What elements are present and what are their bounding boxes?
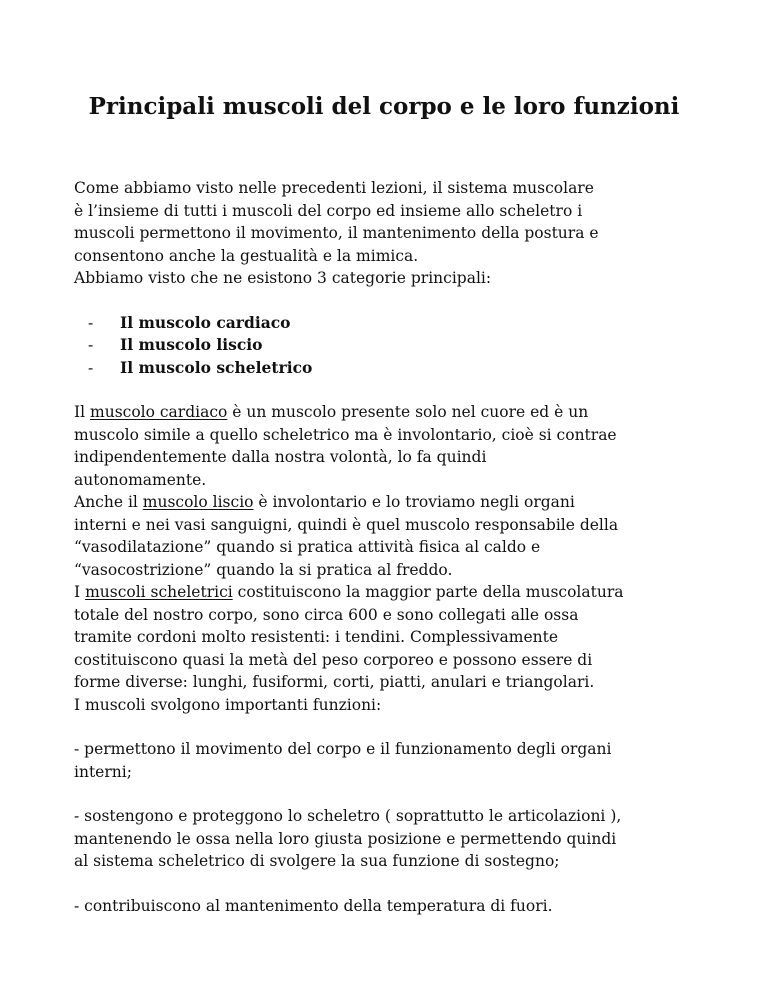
text-line — [74, 491, 704, 514]
text-line: Come abbiamo visto nelle precedenti lezioni, il sistema muscolare — [74, 179, 594, 197]
spacer — [74, 379, 704, 401]
spacer — [74, 783, 704, 805]
text-line: I muscoli svolgono importanti funzioni: — [74, 695, 382, 714]
skeletal-paragraph — [74, 581, 704, 716]
cardiac-paragraph — [74, 401, 704, 491]
text-line: mantenendo le ossa nella loro giusta posizione e permettendo quindi — [74, 829, 617, 848]
text-fragment: I — [74, 583, 86, 601]
spacer — [74, 873, 704, 895]
text-line: - sostengono e proteggono lo scheletro ( soprattutto le articolazioni ), — [74, 807, 622, 825]
text-fragment: Il — [74, 403, 91, 421]
text-line: muscoli permettono il movimento, il mantenimento della postura e — [74, 224, 599, 242]
text-fragment: Anche il — [74, 493, 143, 511]
bullet-dash: - — [88, 358, 94, 377]
muscle-categories-list — [74, 312, 704, 380]
term-smooth-muscle: muscolo liscio — [142, 493, 254, 511]
text-line — [74, 581, 704, 604]
text-line: tramite cordoni molto resistenti: i tendini. Complessivamente — [74, 628, 559, 646]
text-line: autonomamente. — [74, 470, 207, 489]
text-line: consentono anche la gestualità e la mimica. — [74, 246, 419, 265]
smooth-paragraph — [74, 491, 704, 581]
text-line: Abbiamo visto che ne esistono 3 categorie principali: — [74, 269, 492, 287]
document-body — [74, 177, 704, 917]
function-item — [74, 738, 704, 783]
text-line: “vasodilatazione” quando si pratica attività fisica al caldo e — [74, 538, 541, 556]
list-item-label: Il muscolo cardiaco — [120, 312, 291, 332]
spacer — [74, 716, 704, 738]
text-line: indipendentemente dalla nostra volontà, lo fa quindi — [74, 448, 487, 466]
text-line: interni e nei vasi sanguigni, quindi è quel muscolo responsabile della — [74, 515, 619, 534]
bullet-dash: - — [88, 313, 94, 332]
bullet-dash: - — [88, 336, 94, 354]
text-line — [74, 401, 704, 424]
text-line: muscolo simile a quello scheletrico ma è involontario, cioè si contrae — [74, 425, 617, 444]
text-line: forme diverse: lunghi, fusiformi, corti, piatti, anulari e triangolari. — [74, 673, 595, 691]
function-item — [74, 895, 704, 918]
spacer — [74, 290, 704, 312]
list-item — [88, 334, 704, 357]
text-line: interni; — [74, 762, 132, 781]
list-item-label: Il muscolo liscio — [120, 335, 263, 354]
list-item — [88, 312, 704, 335]
text-line: totale del nostro corpo, sono circa 600 e sono collegati alle ossa — [74, 605, 579, 624]
text-line: è l’insieme di tutti i muscoli del corpo ed insieme allo scheletro i — [74, 201, 583, 220]
text-line: “vasocostrizione” quando la si pratica al freddo. — [74, 560, 453, 579]
text-fragment: è un muscolo presente solo nel cuore ed è un — [227, 403, 589, 421]
list-item-label: Il muscolo scheletrico — [120, 357, 313, 377]
text-fragment: è involontario e lo troviamo negli organi — [253, 493, 575, 511]
list-item — [88, 357, 704, 380]
intro-paragraph — [74, 177, 704, 290]
text-line: costituiscono quasi la metà del peso corporeo e possono essere di — [74, 650, 593, 669]
term-skeletal-muscles: muscoli scheletrici — [85, 583, 233, 601]
text-fragment: costituiscono la maggior parte della muscolatura — [232, 583, 624, 601]
term-cardiac-muscle: muscolo cardiaco — [90, 403, 228, 421]
text-line: - contribuiscono al mantenimento della temperatura di fuori. — [74, 896, 553, 915]
page-title: Principali muscoli del corpo e le loro funzioni — [88, 93, 680, 120]
text-line: - permettono il movimento del corpo e il funzionamento degli organi — [74, 740, 612, 758]
text-line: al sistema scheletrico di svolgere la sua funzione di sostegno; — [74, 852, 560, 870]
function-item — [74, 805, 704, 873]
